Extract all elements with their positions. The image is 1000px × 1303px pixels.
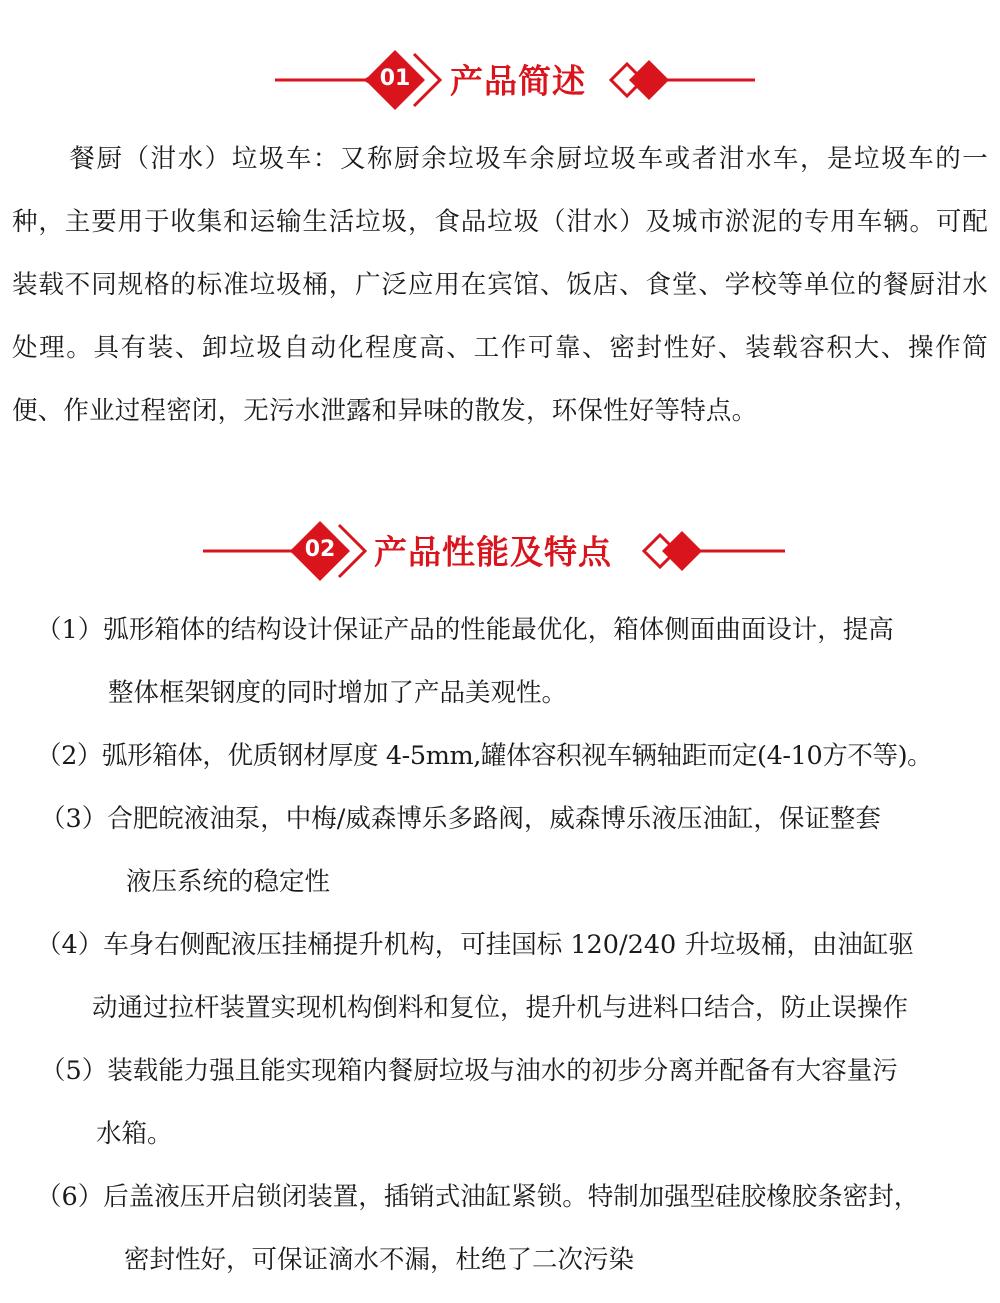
feature-item-3 [40, 788, 881, 914]
feature-text-cont: 液压系统的稳定性 [126, 867, 331, 897]
intro-paragraph: 餐厨（泔水）垃圾车：又称厨余垃圾车余厨垃圾车或者泔水车，是垃圾车的一种，主要用于收集和运输生活垃圾，食品垃圾（泔水）及城市淤泥的专用车辆。可配装载不同规格的标准垃圾桶，广泛应用在宾馆、饭店、食堂、学校等单位的餐厨泔水处理。具有装、卸垃圾自动化程度高、工作可靠、密封性好、装载容积大、操作简便、作业过程密闭，无污水泄露和异味的散发，环保性好等特点。 [12, 144, 988, 426]
section-header-2 [0, 511, 1000, 591]
feature-text-cont: 整体框架钢度的同时增加了产品美观性。 [108, 678, 568, 708]
section-title: 产品简述 [450, 61, 586, 101]
section-number: 01 [379, 66, 411, 91]
feature-item-5 [40, 1040, 898, 1166]
feature-text: （5）装载能力强且能实现箱内餐厨垃圾与油水的初步分离并配备有大容量污 [40, 1056, 898, 1086]
feature-item-4 [36, 914, 914, 1040]
feature-item-6 [36, 1166, 919, 1292]
feature-text: （4）车身右侧配液压挂桶提升机构，可挂国标 120/240 升垃圾桶，由油缸驱 [36, 930, 914, 960]
section-number: 02 [304, 537, 336, 562]
section-title: 产品性能及特点 [374, 532, 612, 572]
feature-text: （3）合肥皖液油泵，中梅/威森博乐多路阀，威森博乐液压油缸，保证整套 [40, 804, 881, 834]
feature-text: （1）弧形箱体的结构设计保证产品的性能最优化，箱体侧面曲面设计，提高 [36, 615, 894, 645]
feature-text-cont: 密封性好，可保证滴水不漏，杜绝了二次污染 [124, 1245, 635, 1275]
feature-text-cont: 水箱。 [96, 1119, 173, 1149]
feature-text: （2）弧形箱体，优质钢材厚度 4-5mm,罐体容积视车辆轴距而定(4-10方不等)。 [36, 741, 933, 771]
feature-text: （6）后盖液压开启锁闭装置，插销式油缸紧锁。特制加强型硅胶橡胶条密封， [36, 1182, 920, 1212]
feature-item-1 [36, 599, 894, 725]
feature-text-cont: 动通过拉杆装置实现机构倒料和复位，提升机与进料口结合，防止误操作 [92, 993, 909, 1023]
section-header-1 [0, 40, 1000, 120]
feature-item-2 [36, 725, 932, 788]
